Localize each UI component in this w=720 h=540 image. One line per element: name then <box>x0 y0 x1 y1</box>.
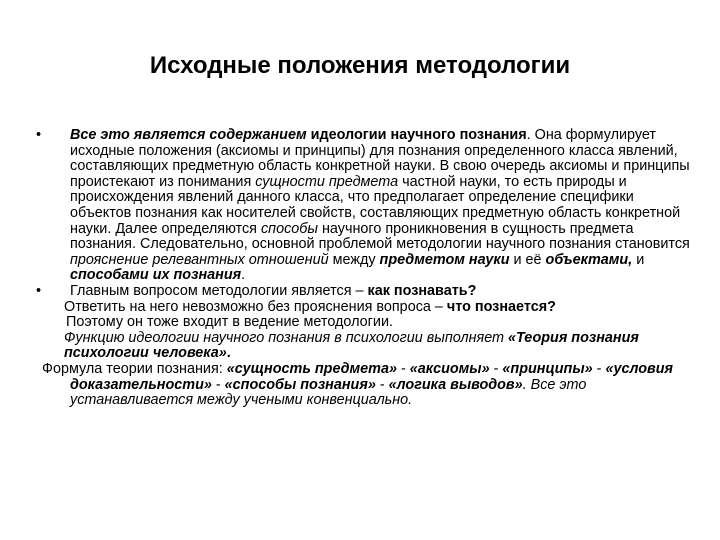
bullet-mark: • <box>36 282 42 299</box>
p5-sep-5: - <box>375 376 389 393</box>
p1-essence: сущности предмета <box>255 173 399 190</box>
paragraph-function <box>42 331 692 362</box>
p4-text: Функцию идеологии научного познания в психологии выполняет <box>64 329 509 346</box>
p1-end: . <box>241 267 246 284</box>
p1-ways: способами их познания <box>70 267 242 284</box>
p4-theory: «Теория познания психологии человека» <box>64 329 639 362</box>
p1-text-2: частной науки, то есть природы и происхождения явлений данного класса, что предполагает определение специфики объектов познания как носителей свойств, составляющих предметную область конкретной науки. Далее определяются <box>70 173 681 237</box>
p1-text-3: научного проникновения в сущность предмета познания. Следовательно, основной проблемой методологии научного познания становится <box>70 220 690 253</box>
p5-conditions: «условия доказательности» <box>70 360 673 393</box>
p5-essence: «сущность предмета» <box>226 360 397 377</box>
p5-ways: «способы познания» <box>224 376 376 393</box>
p5-sep-4: - <box>211 376 225 393</box>
p1-relations: прояснение релевантных отношений <box>70 251 329 268</box>
p3-question: что познается? <box>446 298 556 315</box>
slide-title: Исходные положения методологии <box>149 52 571 79</box>
p1-subject: предметом науки <box>379 251 510 268</box>
p5-sep-3: - <box>592 360 606 377</box>
p1-objects: объектами, <box>545 251 633 268</box>
bullet-mark: • <box>36 127 42 143</box>
p5-sep-2: - <box>489 360 503 377</box>
p1-term: идеологии научного познания <box>306 127 527 143</box>
p1-text-6: и <box>632 251 645 268</box>
p3-text-2: Поэтому он тоже входит в ведение методологии. <box>66 314 393 331</box>
p2-text: Главным вопросом методологии является – <box>70 282 368 299</box>
paragraph-ideology <box>36 127 692 284</box>
p1-lead: Все это является содержанием <box>70 127 307 143</box>
p4-end: . <box>226 345 231 362</box>
p2-question: как познавать? <box>367 282 477 299</box>
paragraph-formula <box>42 362 692 409</box>
p5-text: Формула теории познания: <box>42 360 227 377</box>
p5-end: . Все это устанавливается между учеными конвенциально. <box>70 376 587 409</box>
p1-text-4: между <box>328 251 380 268</box>
paragraph-main-question <box>36 282 692 300</box>
p5-sep-1: - <box>396 360 410 377</box>
p5-logic: «логика выводов» <box>388 376 523 393</box>
p1-text-1: . Она формулирует исходные положения (аксиомы и принципы) для познания определенного класса явлений, составляющих предметную область конкретной науки. В свою очередь аксиомы и принципы проистекают из понимания <box>70 127 690 190</box>
p3-text: Ответить на него невозможно без прояснения вопроса – <box>64 298 447 315</box>
slide-body <box>36 127 692 409</box>
paragraph-answer-cont <box>42 315 692 331</box>
paragraph-answer <box>42 300 692 316</box>
p1-methods: способы <box>260 220 318 237</box>
p5-axioms: «аксиомы» <box>409 360 490 377</box>
p1-text-5: и её <box>509 251 546 268</box>
p5-principles: «принципы» <box>502 360 593 377</box>
